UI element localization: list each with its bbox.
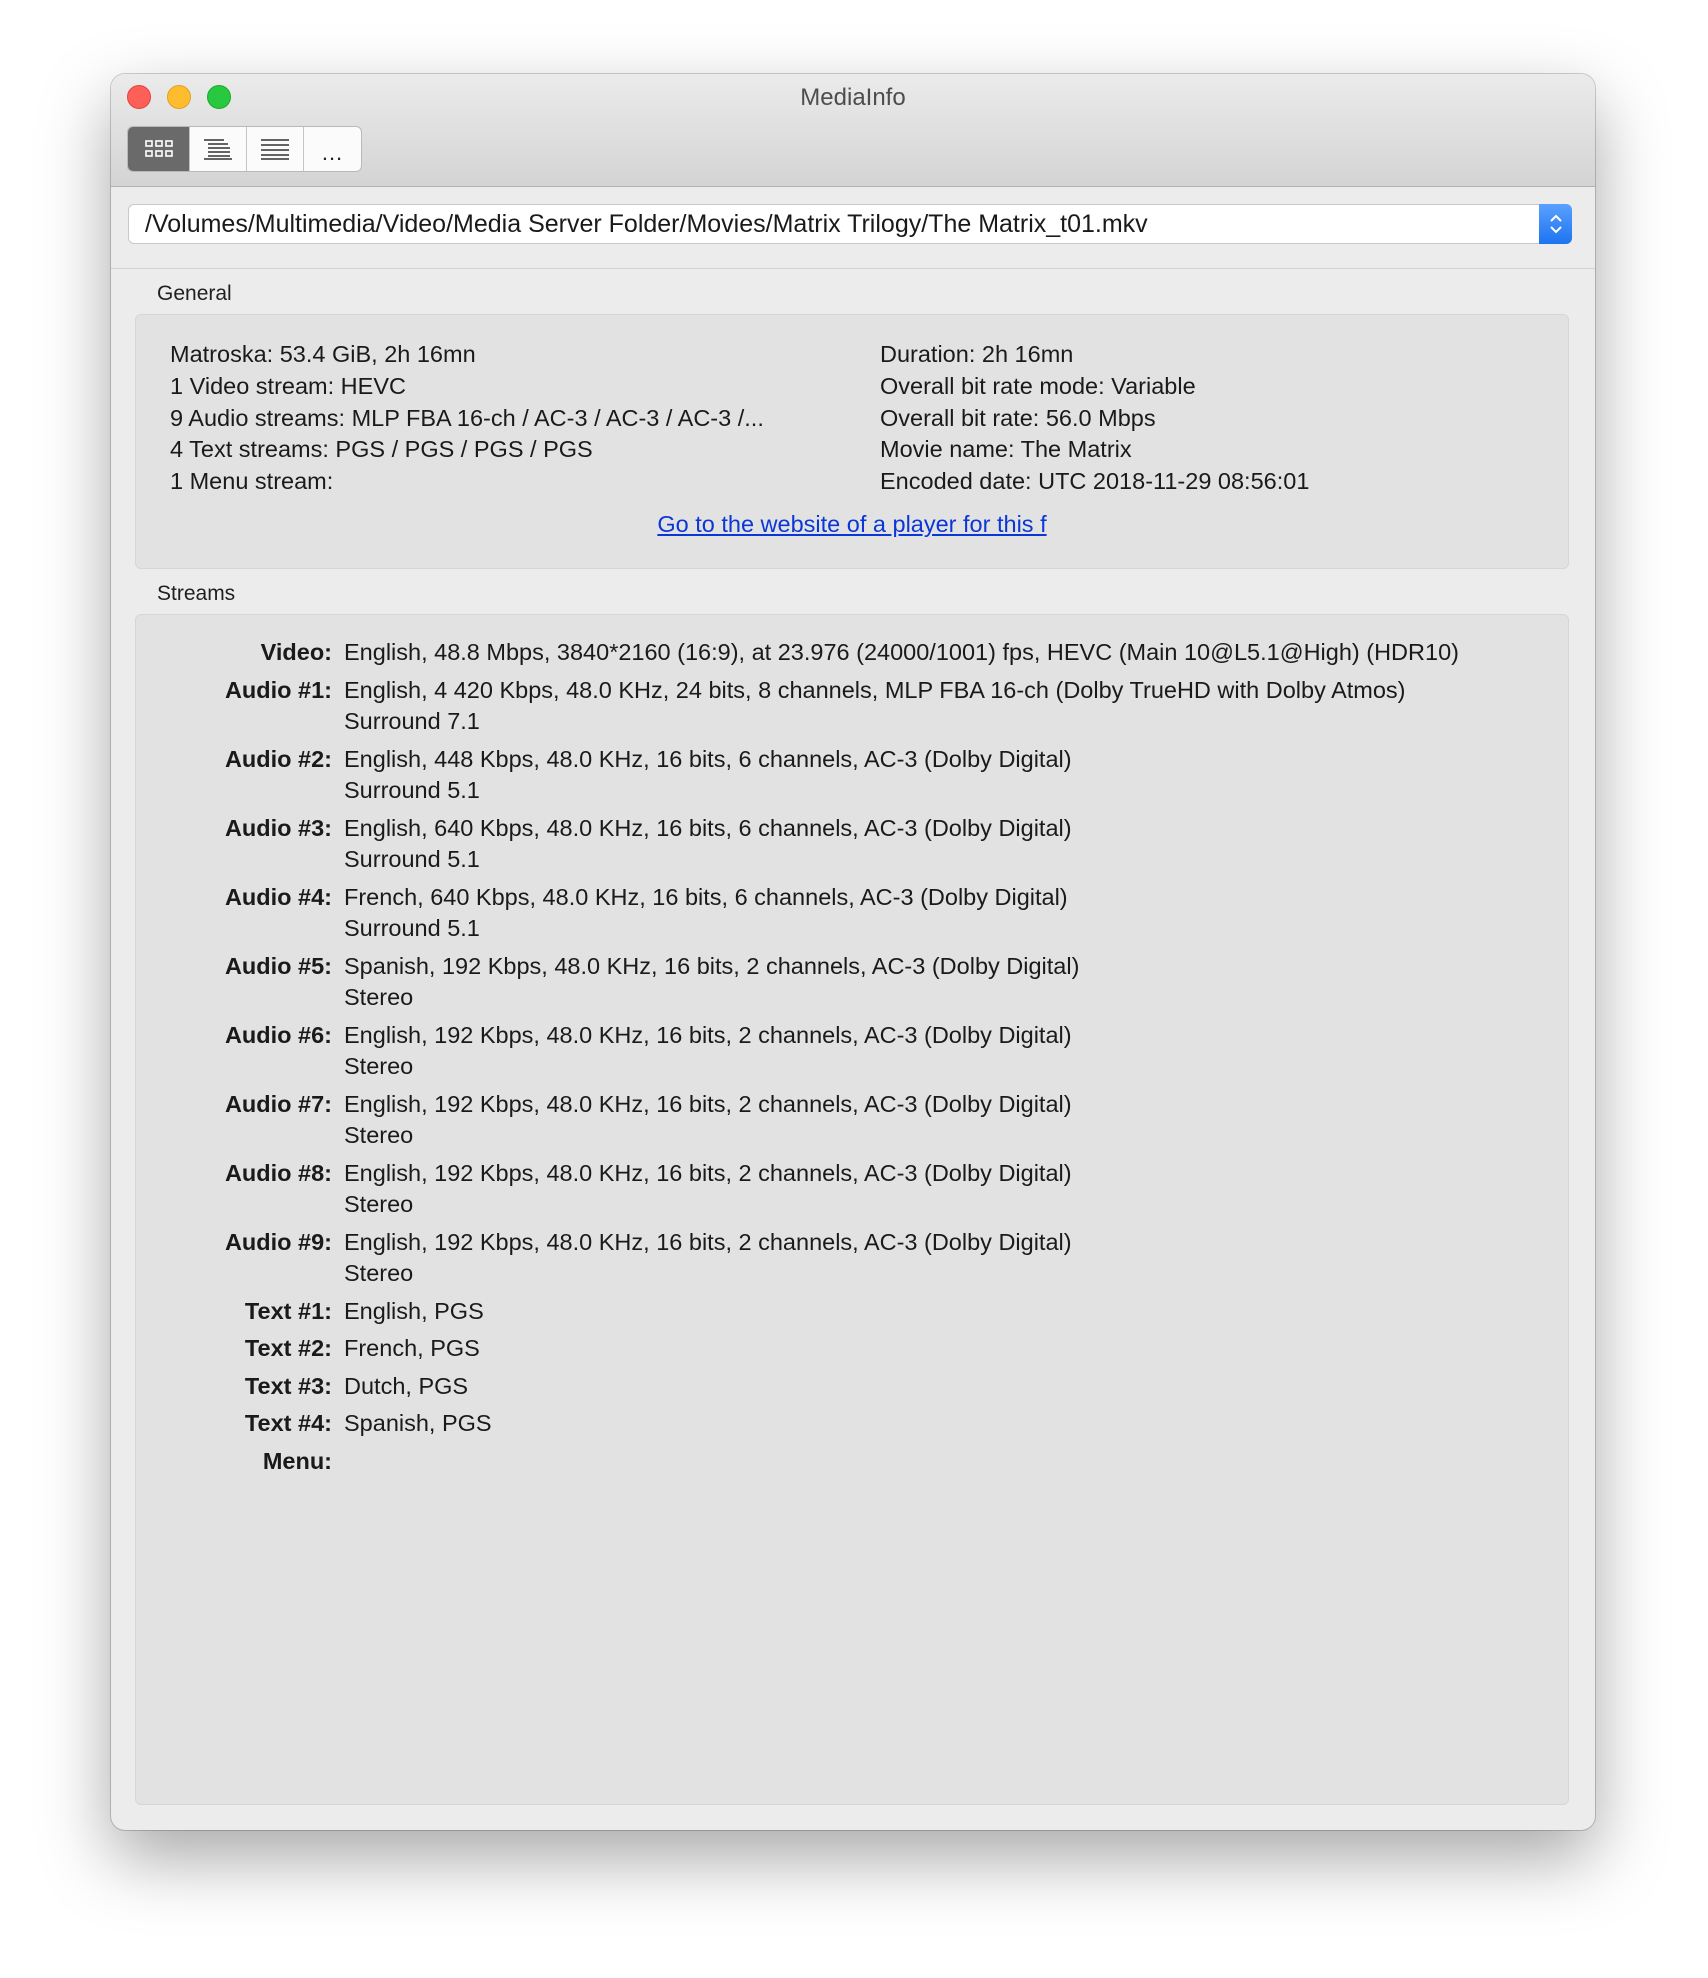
general-duration: Duration: 2h 16mn [880, 341, 1074, 367]
stream-label: Audio #3: [224, 814, 332, 841]
stream-label: Text #4: [244, 1410, 332, 1436]
stream-value [332, 1296, 484, 1328]
stream-detail: English, 192 Kbps, 48.0 KHz, 16 bits, 2 channels, AC-3 (Dolby Digital) [344, 1228, 1072, 1255]
stream-value [332, 1371, 468, 1403]
stream-row [136, 1408, 1570, 1440]
general-heading: General [157, 282, 232, 305]
stream-label: Audio #5: [224, 952, 332, 979]
general-video-count: 1 Video stream: HEVC [170, 372, 406, 399]
general-left-column [170, 339, 764, 498]
streams-panel [135, 614, 1569, 1805]
stream-channel-layout: Surround 5.1 [344, 846, 480, 872]
tree-view-icon [202, 138, 234, 160]
stream-label: Text #2: [244, 1335, 332, 1361]
general-movie-name: Movie name: The Matrix [880, 436, 1132, 463]
stream-row [136, 1227, 1570, 1290]
stream-label: Audio #1: [224, 676, 332, 703]
stream-row [136, 951, 1570, 1014]
stream-row [136, 744, 1570, 807]
file-path-text: /Volumes/Multimedia/Video/Media Server Folder/Movies/Matrix Trilogy/The Matrix_t01.mkv [145, 210, 1148, 238]
general-menu-count: 1 Menu stream: [170, 468, 334, 495]
stream-value [332, 1333, 480, 1365]
stream-label: Audio #8: [224, 1159, 332, 1186]
separator [111, 268, 1595, 269]
general-text-count: 4 Text streams: PGS / PGS / PGS / PGS [170, 436, 593, 463]
general-right-column [880, 339, 1309, 498]
text-view-icon [259, 138, 291, 160]
stream-row [136, 1158, 1570, 1221]
stream-value [332, 1158, 1072, 1221]
stream-detail: Spanish, PGS [344, 1410, 492, 1436]
general-bitrate: Overall bit rate: 56.0 Mbps [880, 404, 1156, 431]
stream-detail: French, PGS [344, 1335, 480, 1361]
stream-label: Text #3: [244, 1372, 332, 1399]
stream-channel-layout: Stereo [344, 1260, 414, 1286]
stream-detail: Dutch, PGS [344, 1372, 469, 1399]
window-title: MediaInfo [800, 84, 906, 111]
stream-value [332, 882, 1068, 945]
streams-heading: Streams [157, 582, 236, 605]
stream-value [332, 1020, 1072, 1083]
stream-detail: English, 192 Kbps, 48.0 KHz, 16 bits, 2 channels, AC-3 (Dolby Digital) [344, 1021, 1072, 1048]
stream-channel-layout: Surround 5.1 [344, 777, 480, 803]
stream-row [136, 1089, 1570, 1152]
stream-value [332, 813, 1072, 876]
stream-row [136, 882, 1570, 945]
stream-row [136, 813, 1570, 876]
stream-label: Audio #9: [224, 1228, 332, 1255]
stream-label: Text #1: [244, 1297, 332, 1324]
stream-value [332, 951, 1079, 1014]
grid-view-icon [144, 138, 174, 160]
player-website-link[interactable]: Go to the website of a player for this f [657, 511, 1047, 537]
stream-detail: Spanish, 192 Kbps, 48.0 KHz, 16 bits, 2 channels, AC-3 (Dolby Digital) [344, 952, 1080, 979]
general-format: Matroska: 53.4 GiB, 2h 16mn [170, 341, 476, 367]
mediainfo-window [111, 74, 1595, 1830]
general-audio-count: 9 Audio streams: MLP FBA 16-ch / AC-3 / AC-3 / AC-3 /... [170, 404, 764, 431]
titlebar [111, 74, 1595, 187]
tree-view-button[interactable] [190, 127, 247, 171]
stream-detail: English, PGS [344, 1297, 484, 1324]
stream-channel-layout: Surround 5.1 [344, 915, 480, 941]
stream-detail: English, 48.8 Mbps, 3840*2160 (16:9), at 23.976 (24000/1001) fps, HEVC (Main 10@L5.1@High) (HDR10) [344, 639, 1459, 665]
more-views-button[interactable] [304, 127, 361, 171]
stream-value [332, 1408, 492, 1440]
stream-detail: English, 640 Kbps, 48.0 KHz, 16 bits, 6 channels, AC-3 (Dolby Digital) [344, 814, 1072, 841]
stream-channel-layout: Stereo [344, 1053, 414, 1079]
stream-detail: English, 4 420 Kbps, 48.0 KHz, 24 bits, 8 channels, MLP FBA 16-ch (Dolby TrueHD with Dolby Atmos) [344, 676, 1406, 703]
stream-channel-layout: Stereo [344, 1191, 414, 1217]
stream-value [332, 1227, 1072, 1290]
stream-row [136, 1333, 1570, 1365]
chevron-up-down-icon [1548, 211, 1564, 237]
stream-value [332, 744, 1072, 807]
file-path-stepper[interactable] [1539, 204, 1572, 244]
stream-row [136, 637, 1570, 669]
general-encoded-date: Encoded date: UTC 2018-11-29 08:56:01 [880, 468, 1310, 495]
stream-row [136, 1446, 1570, 1478]
stream-value [332, 1446, 344, 1478]
stream-value [332, 675, 1406, 738]
stream-row [136, 1296, 1570, 1328]
stream-row [136, 1020, 1570, 1083]
stream-channel-layout: Stereo [344, 1122, 414, 1148]
stream-label: Audio #4: [224, 883, 332, 910]
stream-detail: English, 448 Kbps, 48.0 KHz, 16 bits, 6 channels, AC-3 (Dolby Digital) [344, 745, 1072, 772]
stream-detail: English, 192 Kbps, 48.0 KHz, 16 bits, 2 channels, AC-3 (Dolby Digital) [344, 1159, 1072, 1186]
stream-row [136, 1371, 1570, 1403]
view-mode-segmented-control [127, 126, 362, 172]
stream-detail: English, 192 Kbps, 48.0 KHz, 16 bits, 2 channels, AC-3 (Dolby Digital) [344, 1090, 1072, 1117]
stream-label: Audio #6: [224, 1021, 332, 1048]
stream-label: Audio #2: [224, 745, 332, 772]
stream-channel-layout: Stereo [344, 984, 414, 1010]
general-panel [135, 314, 1569, 569]
stream-label: Menu: [262, 1447, 332, 1474]
stream-value [332, 637, 1459, 669]
grid-view-button[interactable] [128, 127, 190, 171]
file-path-popup[interactable] [128, 204, 1572, 244]
text-view-button[interactable] [247, 127, 304, 171]
stream-label: Video: [260, 639, 332, 665]
stream-detail: French, 640 Kbps, 48.0 KHz, 16 bits, 6 channels, AC-3 (Dolby Digital) [344, 883, 1068, 910]
stream-value [332, 1089, 1072, 1152]
stream-channel-layout: Surround 7.1 [344, 708, 480, 734]
general-bitrate-mode: Overall bit rate mode: Variable [880, 372, 1196, 399]
more-label: ... [321, 140, 344, 165]
stream-label: Audio #7: [224, 1090, 332, 1117]
stream-row [136, 675, 1570, 738]
streams-list [136, 637, 1570, 1483]
